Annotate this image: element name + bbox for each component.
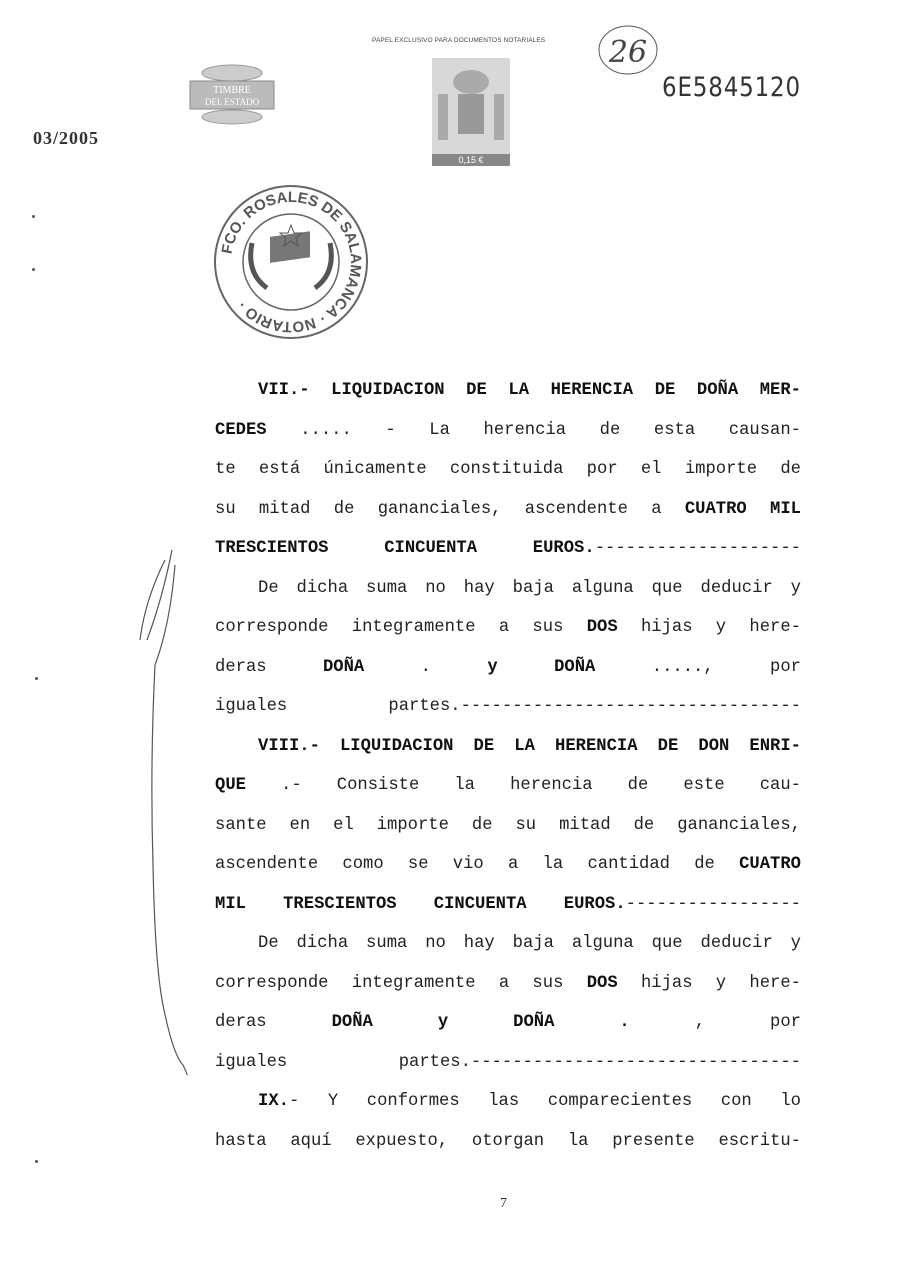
text-line — [215, 813, 801, 853]
text-segment: ----------------- — [625, 894, 801, 914]
bold-text: DOÑA — [331, 1013, 373, 1032]
bold-text: DOÑA — [322, 657, 365, 677]
page-number: 7 — [500, 1196, 507, 1211]
text-line — [215, 971, 801, 1011]
text-line — [215, 734, 801, 774]
text-line — [215, 378, 801, 418]
text-segment: hijas y here- — [617, 973, 801, 993]
text-line — [215, 931, 801, 971]
timbre-line-2: DEL ESTADO — [204, 97, 260, 107]
bold-text: MIL TRESCIENTOS CINCUENTA EUROS. — [215, 894, 626, 914]
document-body — [215, 378, 801, 1168]
text-segment: corresponde integramente a sus — [215, 973, 587, 993]
bold-text: y DOÑA . — [437, 1013, 630, 1032]
text-segment: iguales partes.--------------------------------- — [215, 697, 801, 716]
text-segment: ..... - La herencia de esta causan- — [266, 420, 801, 440]
text-line — [215, 536, 801, 576]
bold-text: QUE — [215, 776, 246, 795]
text-line — [215, 773, 801, 813]
text-segment: De dicha suma no hay baja alguna que deducir y — [258, 934, 801, 953]
text-segment: deras — [215, 1013, 332, 1032]
text-segment: . — [364, 657, 488, 677]
svg-text:FCO. ROSALES DE SALAMANCA · NO — [219, 189, 365, 335]
text-segment — [373, 1013, 438, 1032]
text-line — [215, 576, 801, 616]
text-line — [215, 1010, 801, 1050]
margin-dot — [35, 677, 38, 680]
margin-dot — [32, 268, 35, 271]
timbre-line-1: TIMBRE — [213, 85, 251, 96]
serial-number: 6E5845120 — [662, 72, 801, 103]
text-segment: , por — [629, 1013, 801, 1032]
text-line — [215, 418, 801, 458]
text-segment: hijas y here- — [617, 618, 801, 637]
bold-text: VII.- LIQUIDACION DE LA HERENCIA DE DOÑA MER- — [258, 381, 801, 400]
seal-outer-text: FCO. ROSALES DE SALAMANCA · NOTARIO · — [218, 188, 365, 336]
text-segment: sante en el importe de su mitad de gananciales, — [215, 815, 801, 835]
text-line — [215, 1129, 801, 1169]
text-line — [215, 615, 801, 655]
folio-circle — [594, 20, 664, 82]
margin-dot — [35, 1160, 38, 1163]
text-line — [215, 1050, 801, 1090]
text-segment: - Y conformes las comparecientes con lo — [288, 1092, 801, 1111]
bold-text: CUATRO — [739, 855, 801, 874]
text-line — [215, 655, 801, 695]
bold-text: VIII.- LIQUIDACION DE LA HERENCIA DE DON ENRI- — [258, 736, 801, 756]
stamp-value: 0,15 € — [458, 155, 484, 165]
paper-label: PAPEL EXCLUSIVO PARA DOCUMENTOS NOTARIALES — [372, 37, 546, 44]
text-line — [215, 497, 801, 537]
bold-text: TRESCIENTOS CINCUENTA EUROS. — [215, 539, 595, 558]
bold-text: DOS — [586, 973, 618, 993]
bold-text: y DOÑA — [487, 657, 596, 677]
text-segment: ....., por — [595, 657, 801, 677]
bold-text: CEDES — [215, 420, 267, 440]
text-segment: su mitad de gananciales, ascendente a — [215, 499, 685, 519]
handwritten-signature — [130, 545, 200, 1075]
bold-text: DOS — [586, 618, 618, 637]
text-segment: iguales partes.-------------------------------- — [215, 1052, 801, 1072]
text-line — [215, 892, 801, 932]
notary-seal-icon — [212, 183, 370, 341]
text-segment: te está únicamente constituida por el importe de — [215, 460, 801, 479]
text-segment: corresponde integramente a sus — [215, 618, 587, 637]
bold-text: IX. — [258, 1092, 289, 1111]
date-code: 03/2005 — [33, 128, 100, 148]
bold-text: CUATRO MIL — [684, 499, 801, 519]
coat-of-arms-stamp-icon — [432, 58, 510, 168]
text-segment: .- Consiste la herencia de este cau- — [245, 776, 801, 795]
margin-dot — [32, 215, 35, 218]
folio-number: 26 — [608, 35, 648, 70]
timbre-stamp-icon — [186, 63, 278, 125]
text-line — [215, 852, 801, 892]
text-segment: De dicha suma no hay baja alguna que deducir y — [258, 578, 801, 598]
text-segment: deras — [215, 657, 323, 677]
text-line — [215, 457, 801, 497]
text-segment: -------------------- — [594, 539, 801, 558]
text-line — [215, 694, 801, 734]
text-segment: hasta aquí expuesto, otorgan la presente escritu- — [215, 1131, 801, 1151]
text-segment: ascendente como se vio a la cantidad de — [215, 855, 740, 874]
text-line — [215, 1089, 801, 1129]
